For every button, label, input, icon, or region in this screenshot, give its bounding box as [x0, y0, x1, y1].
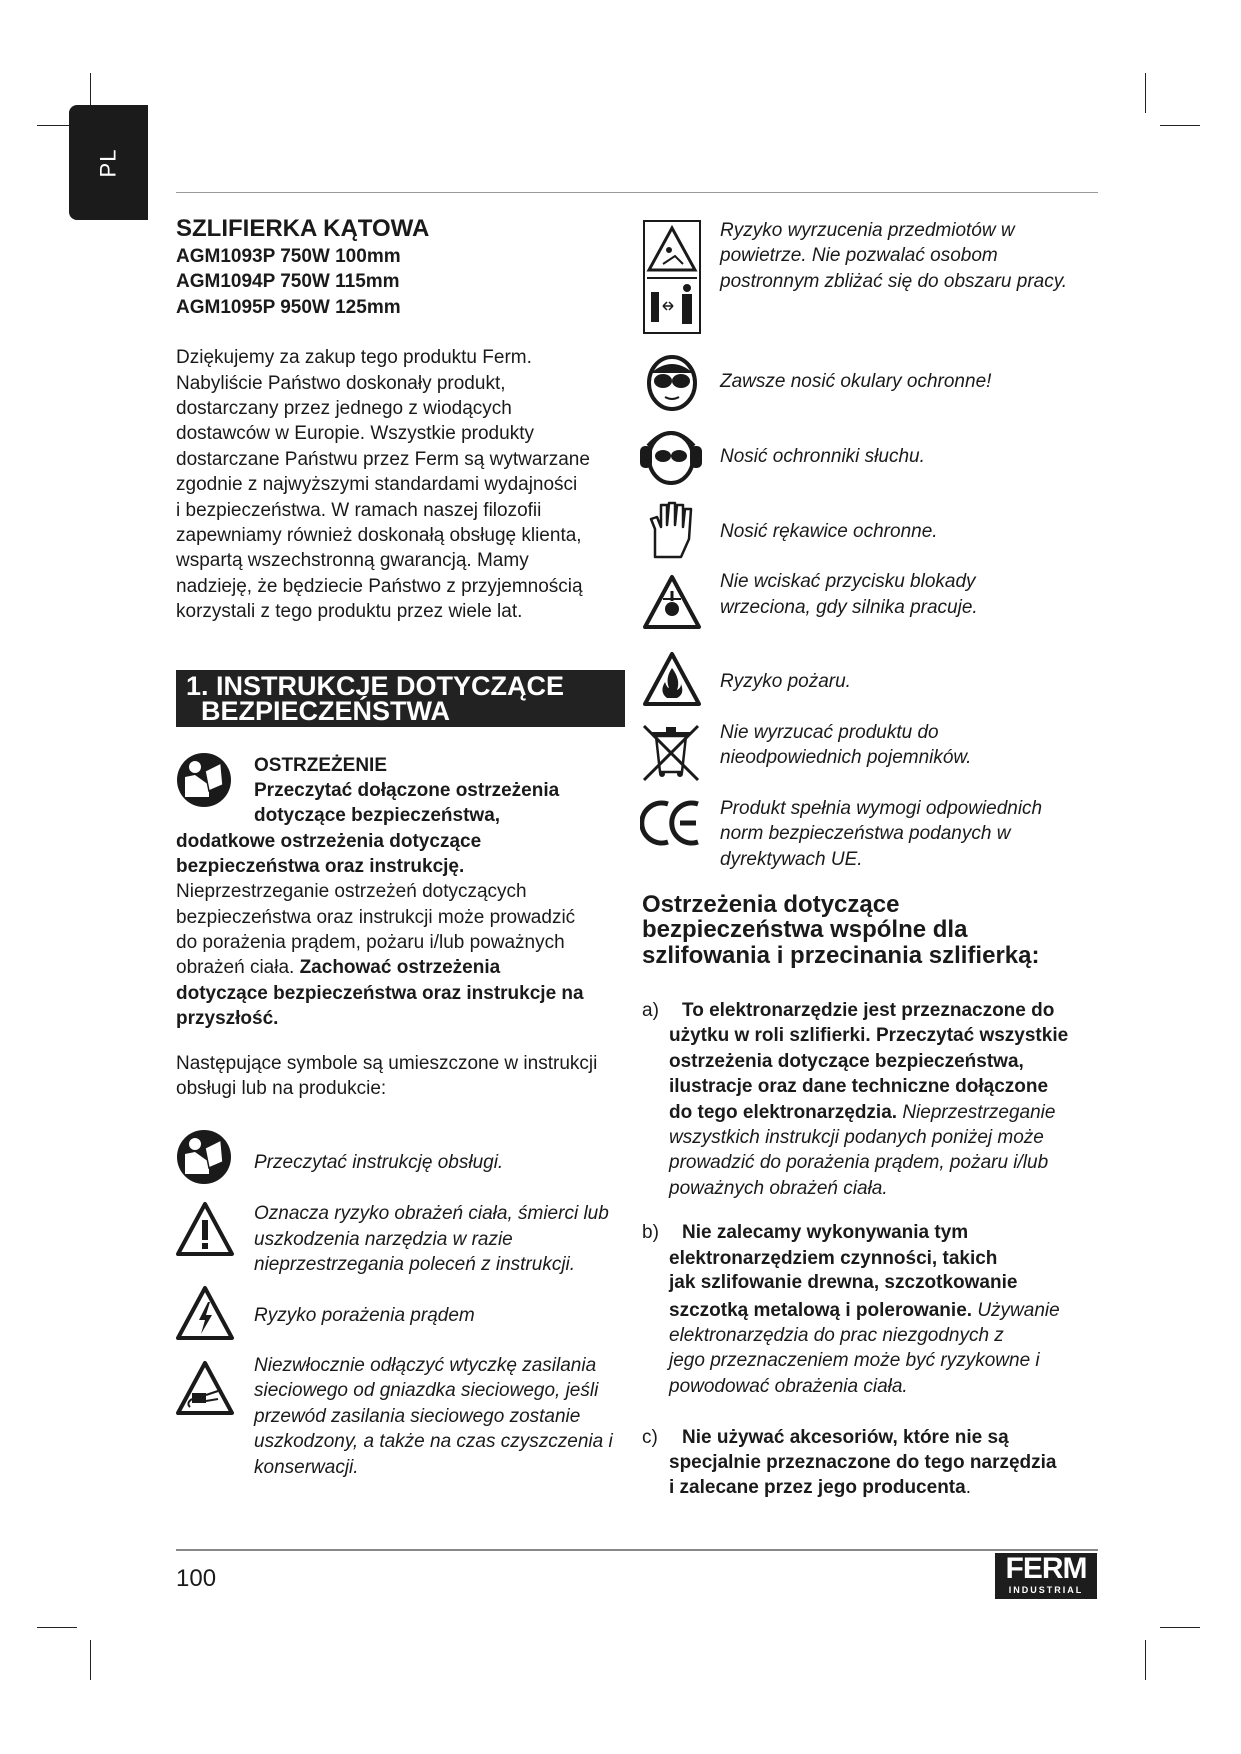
warning-text: dotyczące bezpieczeństwa oraz instrukcje na: [176, 983, 584, 1004]
crop-mark: [90, 1640, 91, 1680]
intro-line: nadzieję, że będziecie Państwo z przyjemnością: [176, 575, 583, 597]
warning-text: przyszłość.: [176, 1008, 279, 1029]
symbol-description: przewód zasilania sieciowego zostanie: [254, 1406, 581, 1427]
symbol-description: Niezwłocznie odłączyć wtyczkę zasilania: [254, 1355, 597, 1376]
safety-glasses-icon: [643, 351, 701, 411]
symbol-description: Nosić ochronniki słuchu.: [720, 446, 925, 467]
warning-text: bezpieczeństwa oraz instrukcji może prowadzić: [176, 907, 576, 928]
intro-line: i bezpieczeństwa. W ramach naszej filozofii: [176, 499, 542, 521]
symbol-description: konserwacji.: [254, 1457, 359, 1478]
symbol-description: Produkt spełnia wymogi odpowiednich: [720, 798, 1043, 819]
ear-protection-icon: [638, 424, 704, 486]
ce-mark-icon: [640, 800, 702, 846]
symbols-intro: obsługi lub na produkcie:: [176, 1078, 387, 1099]
symbol-description: postronnym zbliżać się do obszaru pracy.: [720, 271, 1068, 292]
intro-line: dostarczany przez jednego z wiodących: [176, 398, 512, 420]
warning-text: obrażeń ciała. Zachować ostrzeżenia: [176, 957, 501, 978]
symbol-description: norm bezpieczeństwa podanych w: [720, 823, 1011, 844]
symbol-description: wrzeciona, gdy silnika pracuje.: [720, 597, 978, 618]
warning-text: Przeczytać dołączone ostrzeżenia: [254, 780, 560, 801]
intro-line: zapewniamy również doskonałą obsługę klienta,: [176, 525, 582, 547]
symbol-description: Ryzyko wyrzucenia przedmiotów w: [720, 220, 1015, 241]
symbol-description: uszkodzony, a także na czas czyszczenia i: [254, 1431, 613, 1452]
fire-icon: [641, 650, 703, 708]
symbol-description: uszkodzenia narzędzia w razie: [254, 1229, 513, 1250]
symbol-description: Nosić rękawice ochronne.: [720, 521, 938, 542]
warning-text: Nieprzestrzeganie ostrzeżeń dotyczących: [176, 881, 527, 902]
warning-triangle-icon: [174, 1200, 236, 1258]
section-subheading: bezpieczeństwa wspólne dla: [642, 916, 968, 943]
electric-shock-icon: [174, 1284, 236, 1342]
symbol-description: Zawsze nosić okulary ochronne!: [720, 371, 992, 392]
crop-mark: [37, 1627, 77, 1628]
intro-line: zgodnie z najwyższymi standardami wydajności: [176, 474, 578, 496]
intro-line: Nabyliście Państwo doskonały produkt,: [176, 372, 506, 394]
model-line: AGM1095P 950W 125mm: [176, 296, 401, 318]
symbols-intro: Następujące symbole są umieszczone w instrukcji: [176, 1053, 598, 1074]
read-manual-icon: [175, 1128, 233, 1186]
gloves-icon: [645, 499, 695, 561]
crop-mark: [1145, 1640, 1146, 1680]
warning-text: do porażenia prądem, pożaru i/lub poważnych: [176, 932, 565, 953]
crop-mark: [1160, 125, 1200, 126]
symbol-description: powietrze. Nie pozwalać osobom: [720, 245, 998, 266]
intro-line: wspartą wszechstronną gwarancją. Mamy: [176, 550, 529, 572]
intro-line: Dziękujemy za zakup tego produktu Ferm.: [176, 347, 532, 369]
symbol-description: Ryzyko pożaru.: [720, 671, 851, 692]
flying-objects-icon: [643, 220, 701, 334]
unplug-icon: [174, 1359, 236, 1417]
top-rule: [176, 192, 1098, 193]
intro-paragraph: [176, 345, 638, 624]
product-title: SZLIFIERKA KĄTOWA: [176, 215, 430, 242]
model-line: AGM1094P 750W 115mm: [176, 271, 400, 293]
symbol-description: nieodpowiednich pojemników.: [720, 747, 972, 768]
intro-line: dostawców w Europie. Wszystkie produkty: [176, 423, 534, 445]
symbol-description: Nie wyrzucać produktu do: [720, 722, 939, 743]
symbol-description: nieprzestrzegania poleceń z instrukcji.: [254, 1254, 576, 1275]
symbol-description: Nie wciskać przycisku blokady: [720, 571, 976, 592]
crop-mark: [1145, 73, 1146, 113]
section-heading: 1. INSTRUKCJE DOTYCZĄCE BEZPIECZEŃSTWA: [176, 670, 625, 727]
section-subheading: Ostrzeżenia dotyczące: [642, 891, 900, 918]
language-tab: PL: [69, 105, 148, 220]
symbol-description: Ryzyko porażenia prądem: [254, 1305, 475, 1326]
bottom-rule: [176, 1549, 1098, 1551]
warning-text: dodatkowe ostrzeżenia dotyczące: [176, 831, 482, 852]
symbol-description: dyrektywach UE.: [720, 849, 863, 870]
section-subheading: szlifowania i przecinania szlifierką:: [642, 942, 1040, 969]
model-line: AGM1093P 750W 100mm: [176, 246, 401, 267]
page-number: 100: [176, 1565, 217, 1592]
ferm-logo: FERM INDUSTRIAL: [995, 1553, 1097, 1599]
symbol-description: sieciowego od gniazdka sieciowego, jeśli: [254, 1380, 599, 1401]
intro-line: dostarczane Państwu przez Ferm są wytwarzane: [176, 448, 590, 470]
crop-mark: [1160, 1627, 1200, 1628]
intro-line: korzystali z tego produktu przez wiele lat.: [176, 601, 523, 623]
warning-text: bezpieczeństwa oraz instrukcję.: [176, 856, 465, 877]
read-manual-icon: [175, 751, 233, 809]
symbol-description: Przeczytać instrukcję obsługi.: [254, 1152, 504, 1173]
spindle-lock-icon: [641, 573, 703, 631]
symbol-description: Oznacza ryzyko obrażeń ciała, śmierci lub: [254, 1203, 609, 1224]
warning-heading: OSTRZEŻENIE: [254, 755, 388, 776]
weee-bin-icon: [640, 722, 702, 782]
warning-text: dotyczące bezpieczeństwa,: [254, 805, 501, 826]
left-column: [176, 214, 638, 625]
